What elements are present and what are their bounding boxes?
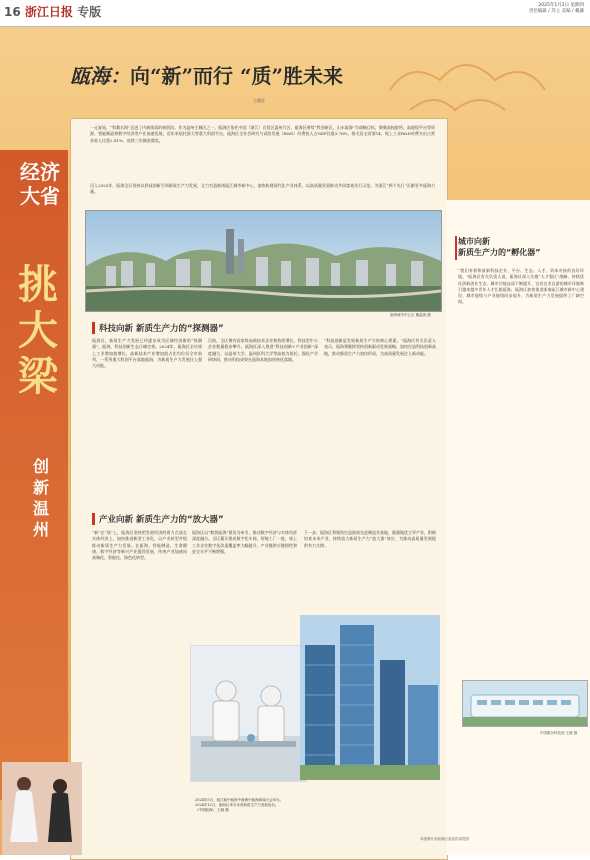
side-title-line-1: 经济大省 [20, 160, 60, 208]
section-1-column-3: “科技创新是发展新质生产力的核心要素。”瓯海区有关负责人表示，瓯海将继续坚持创新驱动发展战略，加快打造科技创新高地，推动新质生产力加快形成，为高质量发展注入新动能。 [324, 338, 436, 356]
paper-name: 浙江日报 [24, 5, 73, 19]
right-photo-caption: 中国眼谷科技园 王晓 摄 [540, 731, 578, 735]
right-column-text: “我们有着和最新科技企业、平台、生态、人才、资本对接的良好环境。”瓯海区有关负责人说，瓯海区深入实施“人才强区”战略，持续优化创新创业生态，城市功能品质不断提升，宜居宜业宜游的城市环境吸引越来越多青年人才扎根瓯海。瓯海区加快推进浙南瓯江城市新中心建设，城市能级与产业能级同步提升，为新质生产力发展提供了广阔空间。 [458, 268, 584, 305]
section-2-column-3: 下一步，瓯海区将聚焦打造浙南先进制造业基地，做强做优主导产业，积极培育未来产业，持续放大新质生产力“放大器”效应，为推动高质量发展提供有力支撑。 [304, 530, 436, 548]
intro-paragraph-2: 迈入2025年，瓯海全区坚持以科技创新引领新质生产力发展，全力打造浙南瓯江城市新中心，加快构建现代化产业体系，以高质量发展推动共同富裕先行示范，为浙江“两个先行”贡献更多瓯海力量。 [90, 183, 435, 195]
lab-photo [190, 645, 307, 782]
tower-photo [300, 615, 440, 780]
section-1-column-2: 目前，全区拥有国家级高新技术企业数持续增长，科技型中小企业数量稳步攀升。瓯海区深入推进“科技创新+产业创新”深度融合，以温州大学、温州医科大学等高校为依托，强化产学研协同，推动科技成果在瓯海本地加快转化落地。 [208, 338, 318, 362]
section-1-title: 科技向新 新质生产力的“探测器” [92, 322, 224, 334]
eye-valley-photo [462, 680, 588, 727]
right-title-line-2: 新质生产力的“孵化器” [458, 248, 541, 257]
headline [70, 60, 490, 94]
section-1-column-1: 瓯海区，新质生产力发展已经逐步成为区域经济新的“探测器”。瓯海，科技创新生态日臻完善。2024年，瓯海区全年规上工业增加值增长、高新技术产业增加值占比均位居全市前列，一系列重大科创平台落地瓯海，为新质生产力发展注入强大动能。 [92, 338, 202, 369]
date-line-1: 2025年1月2日 星期四 [538, 3, 584, 8]
footer-credit: 本版图片由瓯海区委宣传部提供 [420, 837, 469, 841]
section-name: 专版 [77, 5, 102, 19]
bottom-caption-credit: 《中国瓯海》 王晓 摄 [195, 808, 229, 812]
photo-caption: 瓯海城市中心区 戴温海 摄 [390, 313, 431, 317]
section-2-column-1: “新”在“质”上，瓯海区坚持把发展经济的着力点放在实体经济上，加快推进新型工业化，以产业转型升级推动新质生产力发展。在瓯海，智能制造、生命健康、数字经济等新兴产业蓬勃发展，传统产业加速向高端化、智能化、绿色化转型。 [92, 530, 187, 561]
intro-paragraph-1: 一元复始，“科教名海”迈进了内新续质的新阶段。作为温州主城区之一，瓯海区依托中国（浙江）自贸区温州片区、瓯海区乘势“科创新区，山水瓯海”为战略目标，聚聚高校院所、高能级平台等资源，智能制造和数字经济等产业加速发展。近年来依托浙大等重大科创平台，瓯海区全社会研究与试验发展（R&D）经费投入占GDP比重3.76%，排名居全省第14，规上工业R&D经费支出占营业收入比重2.81%，连续三年摘金鼎奖。 [90, 125, 435, 143]
right-title-bar [455, 236, 457, 260]
page-header [0, 0, 590, 27]
date-line-2: 责任编辑 / 苏立 美编 / 戴谦 [528, 9, 584, 14]
headline-main: 向“新”而行 “质”胜未来 [130, 64, 343, 88]
side-title-line-3: 创新温州 [32, 457, 49, 539]
bottom-caption-line-2: 2024年12月，瓯海区举办未来新质生产力发展论坛。 [195, 803, 279, 807]
page-number-and-paper [4, 3, 101, 20]
page-number: 16 [4, 5, 21, 19]
bottom-caption [195, 798, 435, 813]
right-title-line-1: 城市向新 [458, 237, 490, 246]
city-skyline-photo [85, 210, 442, 312]
side-title-line-2: 挑大梁 [18, 261, 58, 400]
section-2-title: 产业向新 新质生产力的“放大器” [92, 513, 224, 525]
bottom-caption-line-1: 2024年5月，瓯江瓯中瓯海中瓯海中瓯海新闻大会举办。 [195, 798, 284, 802]
headline-author: 王晓佳 [253, 98, 265, 103]
headline-prefix: 瓯海： [70, 64, 130, 88]
date-block [529, 3, 584, 15]
fashion-show-photo [2, 762, 82, 855]
right-section-title [458, 236, 541, 258]
section-2-column-2: 瓯海区以“数智瓯海”建设为牵引，推动数字经济与实体经济深度融合。全区累计建成数字化车间、智能工厂一批，规上工业企业数字化改造覆盖率大幅提升，产业链供应链韧性和安全水平不断增强。 [192, 530, 297, 554]
